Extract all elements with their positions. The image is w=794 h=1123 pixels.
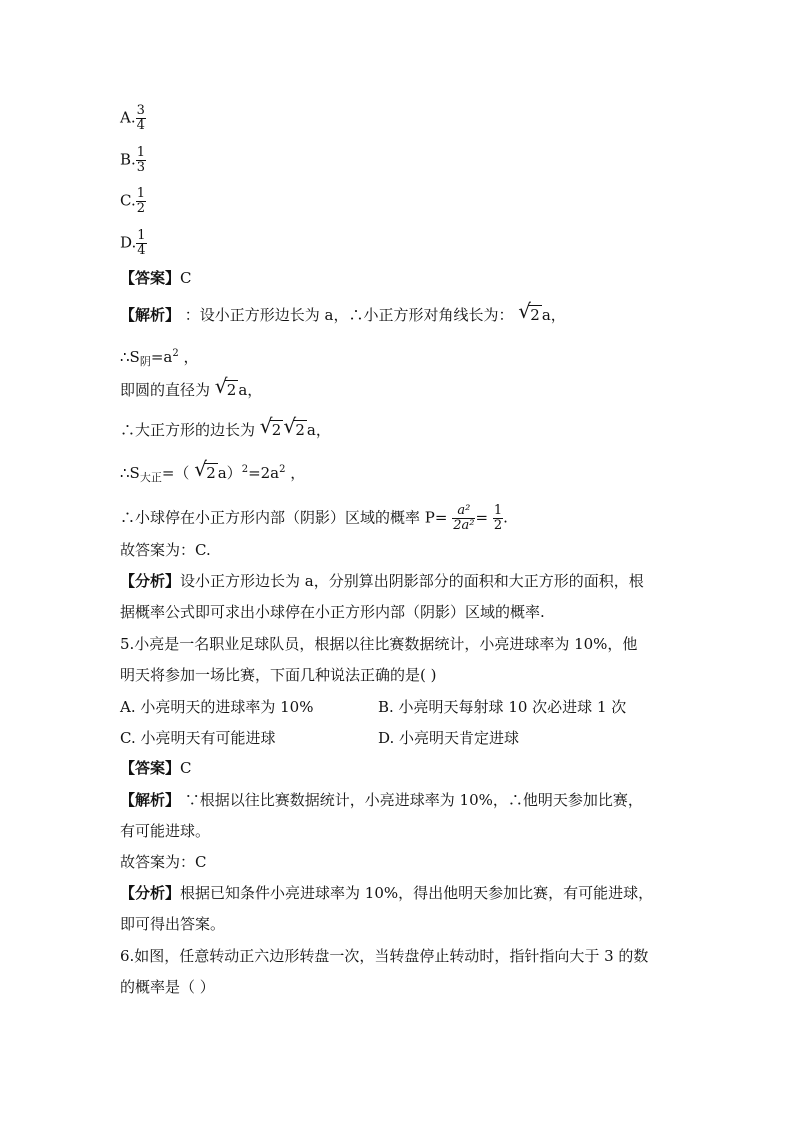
sqrt-expression — [259, 414, 284, 440]
choice-label: D. — [120, 233, 137, 252]
fraction — [493, 504, 503, 533]
denominator: 3 — [136, 160, 146, 175]
denominator: 4 — [137, 243, 146, 258]
text: ∴小球停在小正方形内部（阴影）区域的概率 P= — [120, 508, 448, 527]
text: 即圆的直径为 — [120, 381, 211, 399]
text: a） — [217, 464, 242, 482]
q5-stem-line1 — [120, 634, 637, 654]
analysis-text: 有可能进球。 — [120, 822, 211, 840]
q4-line4 — [120, 414, 331, 440]
choice-label: C. — [120, 191, 136, 210]
q5-analysis-line2 — [120, 821, 210, 841]
text: ∴S — [120, 348, 140, 366]
fenxi-text: 据概率公式即可求出小球停在小正方形内部（阴影）区域的概率. — [120, 603, 545, 621]
numerator: 1 — [493, 503, 503, 518]
superscript: 2 — [172, 348, 179, 359]
text: ， — [285, 464, 306, 482]
subscript: 大正 — [139, 471, 162, 484]
q5-option-d: D. 小亮明天肯定进球 — [378, 729, 520, 747]
numerator: 3 — [136, 103, 145, 118]
superscript: 2 — [279, 464, 286, 475]
fenxi-text: 设小正方形边长为 a，分别算出阴影部分的面积和大正方形的面积，根 — [180, 572, 644, 590]
denominator: 2a² — [453, 518, 475, 533]
text: . — [503, 508, 508, 527]
radical-sign: √ — [194, 457, 207, 481]
text: ∴S — [120, 464, 140, 482]
q4-fenxi-line1 — [120, 571, 644, 591]
radical-sign: √ — [518, 299, 532, 323]
text: =a — [150, 348, 173, 366]
fraction — [136, 229, 146, 258]
fraction — [136, 104, 146, 133]
radicand: 2 — [226, 381, 237, 399]
q4-analysis-line1 — [120, 299, 566, 325]
choice-d — [120, 229, 147, 258]
text: =2a — [248, 464, 280, 482]
fenxi-tag: 【分析】 — [120, 572, 181, 590]
choice-a — [120, 104, 146, 133]
q5-option-a: A. 小亮明天的进球率为 10% — [120, 698, 314, 716]
q4-line5 — [120, 457, 306, 488]
analysis-text: ∵根据以往比赛数据统计，小亮进球率为 10%，∴他明天参加比赛， — [180, 791, 643, 809]
question-stem: 明天将参加一场比赛，下面几种说法正确的是( ) — [120, 666, 437, 684]
fenxi-text: 根据已知条件小亮进球率为 10%，得出他明天参加比赛，有可能进球， — [180, 884, 654, 902]
conclusion-text: 故答案为：C — [120, 853, 207, 871]
q4-answer — [120, 268, 192, 288]
q5-option-b: B. 小亮明天每射球 10 次必进球 1 次 — [378, 698, 627, 716]
text: a， — [238, 381, 263, 399]
q4-fenxi-line2 — [120, 602, 545, 622]
analysis-text: ：设小正方形边长为 a，∴小正方形对角线长为： — [180, 306, 514, 324]
choice-b — [120, 146, 146, 175]
numerator: 1 — [136, 145, 146, 160]
fenxi-text: 即可得出答案。 — [120, 915, 226, 933]
answer-value: C — [180, 759, 192, 777]
q5-fenxi-line1 — [120, 883, 653, 903]
analysis-text: a， — [541, 306, 566, 324]
text: = — [475, 508, 489, 527]
q5-analysis-line1 — [120, 790, 643, 810]
radical-sign: √ — [283, 414, 297, 438]
sqrt-expression — [283, 414, 307, 440]
q4-line2 — [120, 344, 199, 372]
choice-label: B. — [120, 150, 136, 169]
fraction — [136, 146, 146, 175]
text: a， — [306, 421, 331, 439]
question-stem: 5.小亮是一名职业足球队员，根据以往比赛数据统计，小亮进球率为 10%，他 — [120, 635, 638, 653]
numerator: a² — [452, 504, 475, 519]
subscript: 阴 — [139, 355, 151, 368]
denominator: 4 — [136, 118, 145, 133]
denominator: 2 — [493, 518, 503, 533]
radicand: 2 — [271, 421, 282, 439]
fraction — [136, 187, 146, 216]
sqrt-expression — [214, 374, 239, 400]
q5-fenxi-line2 — [120, 914, 225, 934]
analysis-tag: 【解析】 — [120, 791, 181, 809]
analysis-tag: 【解析】 — [120, 306, 181, 324]
fraction — [452, 504, 475, 533]
conclusion-text: 故答案为：C. — [120, 541, 211, 559]
radicand: 2 — [530, 306, 540, 324]
text: ∴大正方形的边长为 — [120, 421, 256, 439]
choice-label: A. — [120, 108, 136, 127]
radicand: 2 — [206, 464, 216, 482]
q5-option-c: C. 小亮明天有可能进球 — [120, 729, 276, 747]
radical-sign: √ — [259, 414, 273, 438]
answer-tag: 【答案】 — [120, 269, 181, 287]
q4-line6 — [120, 504, 508, 533]
q6-stem-line1 — [120, 946, 648, 966]
q4-conclusion — [120, 540, 211, 560]
fenxi-tag: 【分析】 — [120, 884, 181, 902]
q5-stem-line2 — [120, 665, 436, 685]
q4-line3 — [120, 374, 263, 400]
question-stem: 的概率是（ ） — [120, 978, 215, 996]
answer-tag: 【答案】 — [120, 759, 181, 777]
question-stem: 6.如图，任意转动正六边形转盘一次，当转盘停止转动时，指针指向大于 3 的数 — [120, 947, 649, 965]
choice-c — [120, 187, 146, 216]
radical-sign: √ — [214, 374, 228, 398]
q5-answer — [120, 758, 192, 778]
q5-conclusion — [120, 852, 206, 872]
superscript: 2 — [241, 464, 249, 475]
q6-stem-line2 — [120, 977, 215, 997]
answer-value: C — [180, 269, 192, 287]
text: =（ — [161, 464, 190, 482]
sqrt-expression — [194, 457, 218, 483]
denominator: 2 — [136, 201, 145, 216]
numerator: 1 — [137, 228, 146, 243]
text: ， — [178, 348, 199, 366]
numerator: 1 — [136, 186, 145, 201]
radicand: 2 — [295, 421, 305, 439]
sqrt-expression — [518, 299, 542, 325]
